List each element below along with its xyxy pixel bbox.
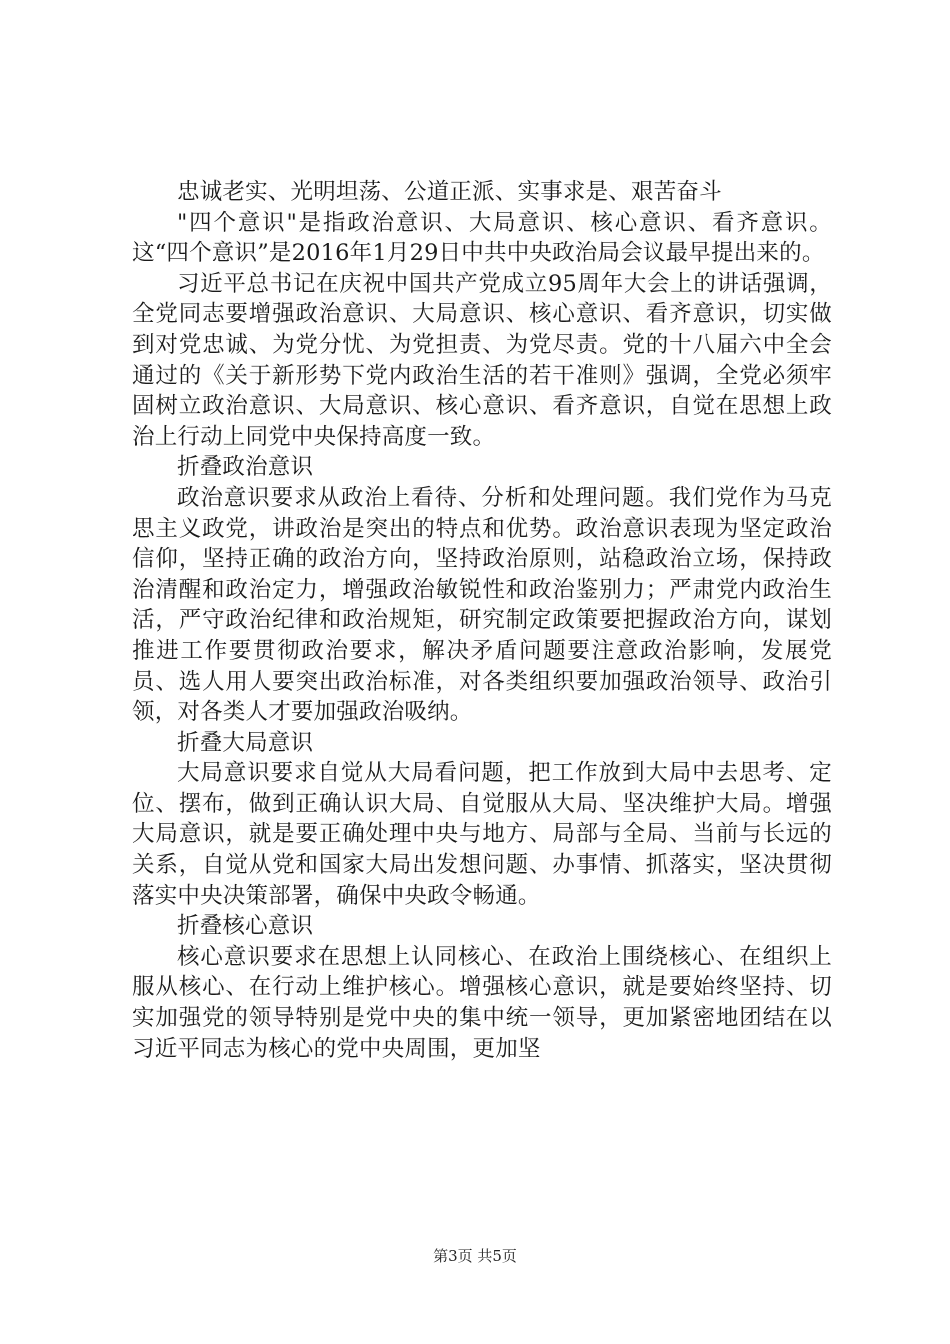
paragraph-speech-emphasis: 习近平总书记在庆祝中国共产党成立95周年大会上的讲话强调，全党同志要增强政治意识、大局意识、核心意识、看齐意识，切实做到对党忠诚、为党分忧、为党担责、为党尽责。党的十八届六中全会通过的《关于新形势下党内政治生活的若干准则》强调，全党必须牢固树立政治意识、大局意识、核心意识、看齐意识，自觉在思想上政治上行动上同党中央保持高度一致。 [132,270,832,450]
heading-overall-situation-consciousness: 折叠大局意识 [177,729,314,756]
heading-core-consciousness: 折叠核心意识 [177,913,314,940]
paragraph-political-consciousness: 政治意识要求从政治上看待、分析和处理问题。我们党作为马克思主义政党，讲政治是突出的特点和优势。政治意识表现为坚定政治信仰，坚持正确的政治方向，坚持政治原则，站稳政治立场，保持政治清醒和政治定力，增强政治敏锐性和政治鉴别力；严肃党内政治生活，严守政治纪律和政治规矩，研究制定政策要把握政治方向，谋划推进工作要贯彻政治要求，解决矛盾问题要注意政治影响，发展党员、选人用人要突出政治标准，对各类组织要加强政治领导、政治引领，对各类人才要加强政治吸纳。 [132,484,832,726]
document-body [132,177,832,1064]
paragraph-overall-situation-consciousness: 大局意识要求自觉从大局看问题，把工作放到大局中去思考、定位、摆布，做到正确认识大局、自觉服从大局、坚决维护大局。增强大局意识，就是要正确处理中央与地方、局部与全局、当前与长远的关系，自觉从党和国家大局出发想问题、办事情、抓落实，坚决贯彻落实中央决策部署，确保中央政令畅通。 [132,760,832,909]
paragraph-core-consciousness: 核心意识要求在思想上认同核心、在政治上围绕核心、在组织上服从核心、在行动上维护核心。增强核心意识，就是要始终坚持、切实加强党的领导特别是党中央的集中统一领导，更加紧密地团结在以习近平同志为核心的党中央周围，更加坚 [132,943,832,1062]
paragraph-four-consciousness-definition: "四个意识"是指政治意识、大局意识、核心意识、看齐意识。这“四个意识”是2016年1月29日中共中央政治局会议最早提出来的。 [132,209,832,267]
heading-political-consciousness: 折叠政治意识 [177,454,314,481]
page-number-footer: 第3页 共5页 [433,1247,517,1265]
paragraph-loyalty-qualities: 忠诚老实、光明坦荡、公道正派、实事求是、艰苦奋斗 [177,179,722,205]
